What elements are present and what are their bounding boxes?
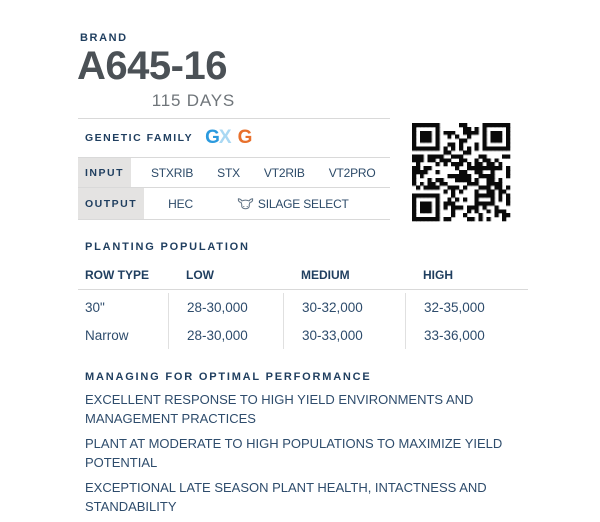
cell-medium: 30-33,000 [283,321,405,349]
table-row [78,321,528,349]
input-trait-list [131,166,433,180]
output-traits-row [78,187,390,220]
trait-item: STX [217,165,240,180]
cell-low: 28-30,000 [168,321,283,349]
trait-item: VT2PRO [328,165,376,180]
cell-medium: 30-32,000 [283,293,405,321]
input-label-cell [78,158,131,187]
genetic-family-logo [205,127,252,149]
management-point: PLANT AT MODERATE TO HIGH POPULATIONS TO MAXIMIZE YIELD POTENTIAL [85,436,503,470]
logo-letter-x-lightblue: X [218,127,232,148]
cow-head-icon [237,197,254,211]
brand-label: BRAND [80,32,128,44]
input-traits-row [78,157,390,187]
trait-item-hec: HEC [168,196,193,211]
column-header-medium: MEDIUM [301,268,350,282]
trait-item: VT2RIB [263,165,305,180]
column-header-high: HIGH [423,268,453,282]
silage-select-item [237,197,349,211]
table-body [78,290,528,349]
logo-letter-g-blue: G [205,127,220,148]
cell-row-type: 30" [85,299,105,315]
spec-table [78,118,390,220]
table-row [78,293,528,321]
cell-high: 33-36,000 [405,321,528,349]
column-header-low: LOW [186,268,214,282]
management-point: EXCEPTIONAL LATE SEASON PLANT HEALTH, INTACTNESS AND STANDABILITY [85,480,487,514]
managing-heading: MANAGING FOR OPTIMAL PERFORMANCE [85,371,372,383]
cell-row-type: Narrow [85,327,129,343]
table-header-row [78,261,528,290]
input-label: INPUT [85,166,124,179]
genetic-family-row [78,118,390,157]
management-point: EXCELLENT RESPONSE TO HIGH YIELD ENVIRONMENTS AND MANAGEMENT PRACTICES [85,392,474,426]
product-name: A645-16 [77,44,227,88]
trait-item: STXRIB [151,165,194,180]
cell-low: 28-30,000 [168,293,283,321]
column-header-row-type: ROW TYPE [85,268,150,282]
maturity-days: 115 DAYS [151,91,235,110]
qr-code [393,109,533,234]
output-trait-list [144,197,349,211]
output-label-cell [78,188,144,219]
management-points [85,390,537,522]
logo-letter-g-orange: G [237,127,253,148]
output-label: OUTPUT [85,197,138,210]
trait-item-silage-select: SILAGE SELECT [257,196,349,211]
planting-population-heading: PLANTING POPULATION [85,241,250,253]
genetic-family-label: GENETIC FAMILY [85,132,194,144]
cell-high: 32-35,000 [405,293,528,321]
planting-population-table [78,261,528,349]
